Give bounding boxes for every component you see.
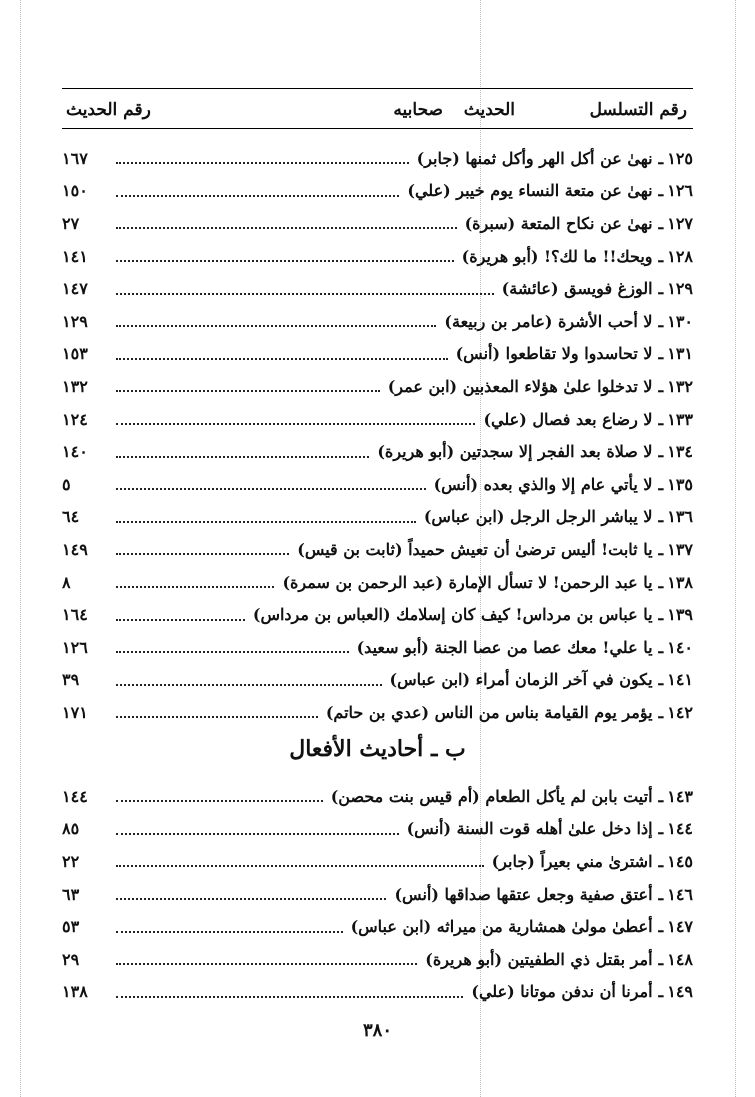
list-item xyxy=(62,631,693,664)
dash-separator: ـ xyxy=(658,213,664,233)
list-item xyxy=(62,598,693,631)
leader-dots xyxy=(116,651,349,653)
list-item xyxy=(62,845,693,878)
hadith-header: الحديث xyxy=(463,100,515,120)
list-item xyxy=(62,696,693,729)
list-item xyxy=(62,813,693,846)
hadith-text: أمرنا أن ندفن موتانا (علي) xyxy=(471,982,653,1002)
leader-dots xyxy=(116,325,436,327)
dash-separator: ـ xyxy=(658,148,664,168)
dash-separator: ـ xyxy=(658,442,664,462)
dash-separator: ـ xyxy=(658,786,664,806)
list-item xyxy=(62,142,693,175)
hadith-number: ١٤٧ xyxy=(62,279,88,299)
serial-number: ١٤٠ xyxy=(667,637,693,657)
hadith-number: ١٤١ xyxy=(62,246,88,266)
list-item xyxy=(62,664,693,697)
hadith-text: أمر بقتل ذي الطفيتين (أبو هريرة) xyxy=(425,949,653,969)
hadith-text: نهىٰ عن نكاح المتعة (سبرة) xyxy=(464,213,653,233)
hadith-number: ١٦٧ xyxy=(62,148,88,168)
serial-number: ١٣٠ xyxy=(667,311,693,331)
leader-dots xyxy=(116,898,386,900)
hadith-list-sayings xyxy=(62,142,693,729)
leader-dots xyxy=(116,833,399,835)
list-item xyxy=(62,435,693,468)
serial-number: ١٤٩ xyxy=(667,982,693,1002)
leader-dots xyxy=(116,619,245,621)
dash-separator: ـ xyxy=(658,311,664,331)
dash-separator: ـ xyxy=(658,539,664,559)
serial-number: ١٤٨ xyxy=(667,949,693,969)
serial-number: ١٣٦ xyxy=(667,507,693,527)
hadith-number: ٨٥ xyxy=(62,819,80,839)
serial-number: ١٢٧ xyxy=(667,213,693,233)
leader-dots xyxy=(116,521,416,523)
list-item xyxy=(62,780,693,813)
hadith-number: ١٦٤ xyxy=(62,605,88,625)
leader-dots xyxy=(116,586,274,588)
dash-separator: ـ xyxy=(658,246,664,266)
leader-dots xyxy=(116,553,289,555)
hadith-list-actions xyxy=(62,780,693,1008)
hadith-number: ٢٧ xyxy=(62,213,80,233)
table-header xyxy=(62,96,693,126)
leader-dots xyxy=(116,456,369,458)
section-title-text: ب ـ أحاديث الأفعال xyxy=(289,736,466,762)
dash-separator: ـ xyxy=(658,279,664,299)
hadith-text: لا صلاة بعد الفجر إلا سجدتين (أبو هريرة) xyxy=(377,442,653,462)
serial-number: ١٤١ xyxy=(667,670,693,690)
list-item xyxy=(62,175,693,208)
leader-dots xyxy=(116,684,382,686)
leader-dots xyxy=(116,865,484,867)
hadith-text: اشترىٰ مني بعيراً (جابر) xyxy=(491,851,653,871)
hadith-number: ٢٩ xyxy=(62,949,80,969)
leader-dots xyxy=(116,260,454,262)
dash-separator: ـ xyxy=(658,982,664,1002)
serial-number: ١٣٢ xyxy=(667,376,693,396)
dash-separator: ـ xyxy=(658,670,664,690)
hadith-number: ٦٣ xyxy=(62,884,80,904)
hadith-text: لا تدخلوا علىٰ هؤلاء المعذبين (ابن عمر) xyxy=(387,376,653,396)
hadith-number: ١٢٤ xyxy=(62,409,88,429)
hadith-text: يا علي! معك عصا من عصا الجنة (أبو سعيد) xyxy=(356,637,653,657)
hadith-text: إذا دخل علىٰ أهله قوت السنة (أنس) xyxy=(406,819,653,839)
list-item xyxy=(62,501,693,534)
serial-number: ١٤٧ xyxy=(667,917,693,937)
list-item xyxy=(62,468,693,501)
dash-separator: ـ xyxy=(658,474,664,494)
list-item xyxy=(62,240,693,273)
hadith-number: ١٣٨ xyxy=(62,982,88,1002)
leader-dots xyxy=(116,390,380,392)
hadith-number: ١٤٩ xyxy=(62,539,88,559)
hadith-text: نهىٰ عن متعة النساء يوم خيبر (علي) xyxy=(407,181,653,201)
header-top-rule xyxy=(62,88,693,89)
list-item xyxy=(62,370,693,403)
leader-dots xyxy=(116,488,426,490)
serial-number: ١٣٧ xyxy=(667,539,693,559)
dash-separator: ـ xyxy=(658,344,664,364)
companion-header: صحابيه xyxy=(393,100,443,120)
leader-dots xyxy=(116,423,475,425)
list-item xyxy=(62,533,693,566)
hadith-number: ٢٢ xyxy=(62,851,80,871)
hadith-text: أتيت بابن لم يأكل الطعام (أم قيس بنت محصن) xyxy=(330,786,653,806)
dash-separator: ـ xyxy=(658,819,664,839)
list-item xyxy=(62,305,693,338)
serial-number: ١٤٦ xyxy=(667,884,693,904)
list-item xyxy=(62,207,693,240)
header-bottom-rule xyxy=(62,128,693,129)
hadith-number-header: رقم الحديث xyxy=(66,100,151,120)
hadith-number: ٥٣ xyxy=(62,917,80,937)
hadith-number: ١٢٩ xyxy=(62,311,88,331)
list-item xyxy=(62,566,693,599)
list-item xyxy=(62,338,693,371)
leader-dots xyxy=(116,996,463,998)
hadith-text: يكون في آخر الزمان أمراء (ابن عباس) xyxy=(389,670,653,690)
list-item xyxy=(62,272,693,305)
hadith-number: ١٤٠ xyxy=(62,442,88,462)
hadith-text: لا تحاسدوا ولا تقاطعوا (أنس) xyxy=(455,344,653,364)
hadith-text: لا يأتي عام إلا والذي بعده (أنس) xyxy=(433,474,653,494)
hadith-number: ١٥٣ xyxy=(62,344,88,364)
list-item xyxy=(62,403,693,436)
serial-header: رقم التسلسل xyxy=(589,100,687,120)
dash-separator: ـ xyxy=(658,884,664,904)
serial-number: ١٤٢ xyxy=(667,702,693,722)
serial-number: ١٤٣ xyxy=(667,786,693,806)
leader-dots xyxy=(116,963,417,965)
hadith-text: لا أحب الأشرة (عامر بن ربيعة) xyxy=(444,311,653,331)
serial-number: ١٢٥ xyxy=(667,148,693,168)
hadith-text: يا عبد الرحمن! لا تسأل الإمارة (عبد الرحمن بن سمرة) xyxy=(282,572,653,592)
hadith-text: أعطىٰ مولىٰ همشارية من ميراثه (ابن عباس) xyxy=(350,917,653,937)
leader-dots xyxy=(116,931,343,933)
leader-dots xyxy=(116,162,409,164)
serial-number: ١٣٩ xyxy=(667,605,693,625)
serial-number: ١٤٤ xyxy=(667,819,693,839)
hadith-text: يؤمر يوم القيامة بناس من الناس (عدي بن حاتم) xyxy=(325,702,653,722)
margin-guide-left xyxy=(20,0,21,1097)
hadith-number: ١٧١ xyxy=(62,702,88,722)
leader-dots xyxy=(116,716,318,718)
hadith-text: يا عباس بن مرداس! كيف كان إسلامك (العباس بن مرداس) xyxy=(252,605,653,625)
serial-number: ١٢٦ xyxy=(667,181,693,201)
section-title xyxy=(62,730,693,770)
list-item xyxy=(62,976,693,1009)
hadith-text: ويحك!! ما لك؟! (أبو هريرة) xyxy=(461,246,653,266)
hadith-text: يا ثابت! أليس ترضىٰ أن تعيش حميداً (ثابت بن قيس) xyxy=(297,539,653,559)
hadith-text: نهىٰ عن أكل الهر وأكل ثمنها (جابر) xyxy=(416,148,653,168)
serial-number: ١٢٩ xyxy=(667,279,693,299)
dash-separator: ـ xyxy=(658,572,664,592)
dash-separator: ـ xyxy=(658,702,664,722)
dash-separator: ـ xyxy=(658,637,664,657)
serial-number: ١٣٣ xyxy=(667,409,693,429)
leader-dots xyxy=(116,800,323,802)
serial-number: ١٣١ xyxy=(667,344,693,364)
page-number: ٣٨٠ xyxy=(362,1020,392,1041)
leader-dots xyxy=(116,227,457,229)
dash-separator: ـ xyxy=(658,181,664,201)
hadith-number: ٨ xyxy=(62,572,71,592)
dash-separator: ـ xyxy=(658,917,664,937)
dash-separator: ـ xyxy=(658,851,664,871)
leader-dots xyxy=(116,195,399,197)
hadith-number: ٦٤ xyxy=(62,507,80,527)
leader-dots xyxy=(116,358,448,360)
serial-number: ١٣٥ xyxy=(667,474,693,494)
serial-number: ١٣٤ xyxy=(667,442,693,462)
serial-number: ١٣٨ xyxy=(667,572,693,592)
margin-guide-right xyxy=(735,0,736,1097)
serial-number: ١٤٥ xyxy=(667,851,693,871)
hadith-number: ١٥٠ xyxy=(62,181,88,201)
serial-number: ١٢٨ xyxy=(667,246,693,266)
leader-dots xyxy=(116,293,494,295)
list-item xyxy=(62,878,693,911)
dash-separator: ـ xyxy=(658,376,664,396)
hadith-text: لا يباشر الرجل الرجل (ابن عباس) xyxy=(423,507,653,527)
hadith-number: ٥ xyxy=(62,474,71,494)
hadith-text: أعتق صفية وجعل عتقها صداقها (أنس) xyxy=(394,884,653,904)
hadith-number: ٣٩ xyxy=(62,670,80,690)
dash-separator: ـ xyxy=(658,605,664,625)
list-item xyxy=(62,910,693,943)
list-item xyxy=(62,943,693,976)
hadith-number: ١٢٦ xyxy=(62,637,88,657)
hadith-text: لا رضاع بعد فصال (علي) xyxy=(483,409,653,429)
dash-separator: ـ xyxy=(658,507,664,527)
dash-separator: ـ xyxy=(658,409,664,429)
hadith-text: الوزغ فويسق (عائشة) xyxy=(501,279,653,299)
dash-separator: ـ xyxy=(658,949,664,969)
hadith-number: ١٤٤ xyxy=(62,786,88,806)
hadith-number: ١٣٢ xyxy=(62,376,88,396)
